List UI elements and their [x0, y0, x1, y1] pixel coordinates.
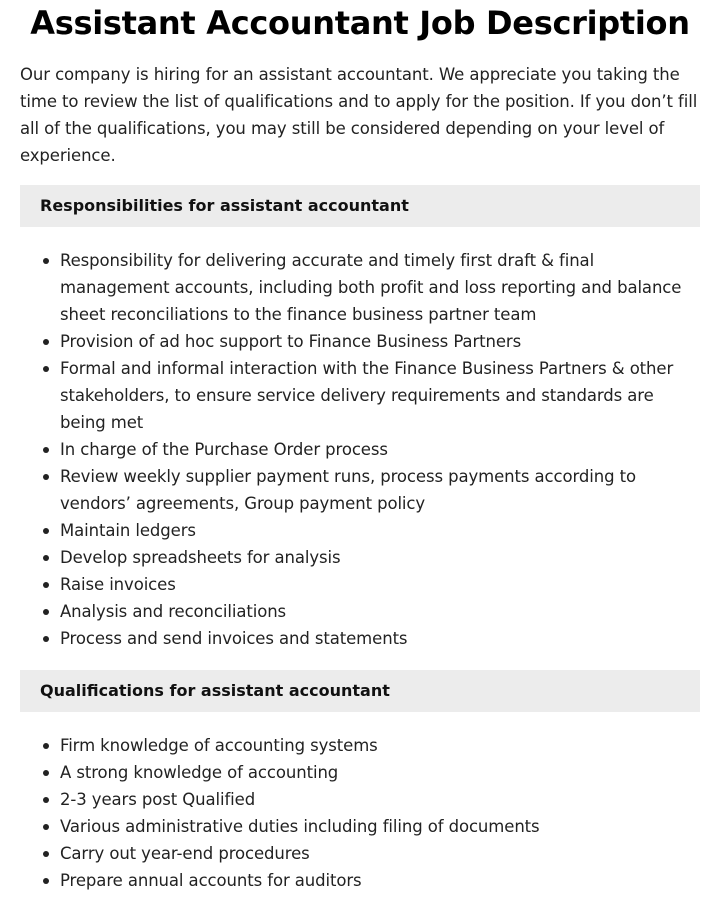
- list-item: Maintain ledgers: [60, 517, 700, 544]
- qualifications-heading: Qualifications for assistant accountant: [20, 670, 700, 712]
- list-item: Formal and informal interaction with the Finance Business Partners & other stakeholders, to ensure service delivery requirements and standards are being met: [60, 355, 700, 436]
- list-item: Review weekly supplier payment runs, process payments according to vendors’ agreements, Group payment policy: [60, 463, 700, 517]
- list-item: Process and send invoices and statements: [60, 625, 700, 652]
- list-item: Various administrative duties including filing of documents: [60, 813, 700, 840]
- intro-paragraph: Our company is hiring for an assistant accountant. We appreciate you taking the time to review the list of qualifications and to apply for the position. If you don’t fill all of the qualifications, you may still be considered depending on your level of experience.: [20, 65, 698, 165]
- list-item: A strong knowledge of accounting: [60, 759, 700, 786]
- list-item: Firm knowledge of accounting systems: [60, 732, 700, 759]
- list-item: Develop spreadsheets for analysis: [60, 544, 700, 571]
- list-item: Carry out year-end procedures: [60, 840, 700, 867]
- responsibilities-list: [20, 247, 700, 652]
- page-title: Assistant Accountant Job Description: [30, 4, 690, 42]
- responsibilities-heading: Responsibilities for assistant accountant: [20, 185, 700, 227]
- list-item: Raise invoices: [60, 571, 700, 598]
- list-item: Analysis and reconciliations: [60, 598, 700, 625]
- list-item: Provision of ad hoc support to Finance Business Partners: [60, 328, 700, 355]
- list-item: Responsibility for delivering accurate and timely first draft & final management accounts, including both profit and loss reporting and balance sheet reconciliations to the finance business partner team: [60, 247, 700, 328]
- list-item: Prepare annual accounts for auditors: [60, 867, 700, 894]
- list-item: In charge of the Purchase Order process: [60, 436, 700, 463]
- list-item: 2-3 years post Qualified: [60, 786, 700, 813]
- qualifications-list: [20, 732, 700, 894]
